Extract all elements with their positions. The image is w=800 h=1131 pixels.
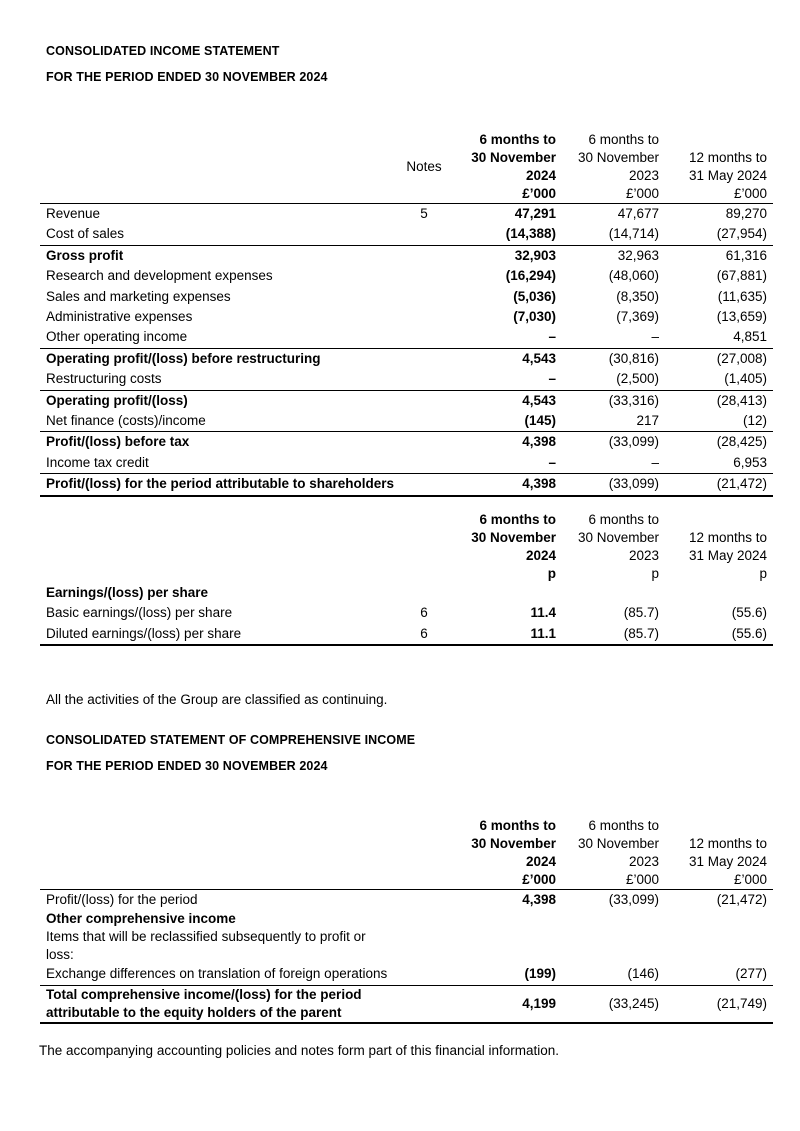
eps-section-label: Earnings/(loss) per share xyxy=(46,585,209,600)
row-value-a: – xyxy=(548,329,556,345)
row-notes xyxy=(390,453,458,474)
col-b-header: 6 months to 30 November 2023 £’000 xyxy=(577,132,659,201)
table-row xyxy=(40,432,773,453)
income-statement-title: CONSOLIDATED INCOME STATEMENT xyxy=(46,44,280,58)
row-value-b: (7,369) xyxy=(616,309,659,325)
row-value-c: (55.6) xyxy=(731,605,767,621)
row-label: Net finance (costs)/income xyxy=(46,413,206,429)
row-value-a: 4,398 xyxy=(458,432,562,453)
table-row xyxy=(40,348,773,369)
table-row xyxy=(40,390,773,411)
income-statement-table xyxy=(40,131,773,497)
row-notes: 6 xyxy=(420,605,428,621)
row-notes: 6 xyxy=(390,624,458,645)
row-notes xyxy=(390,287,458,307)
row-value-c: (27,954) xyxy=(716,226,767,242)
row-value-b: (85.7) xyxy=(623,605,659,621)
table-row xyxy=(40,327,773,348)
row-value-a: 4,199 xyxy=(458,985,562,1023)
row-value-b: (33,099) xyxy=(562,890,665,911)
row-value-a: 32,903 xyxy=(458,245,562,266)
row-value-c: (21,749) xyxy=(665,985,773,1023)
row-value-a: 47,291 xyxy=(458,204,562,225)
row-label: Operating profit/(loss) xyxy=(40,390,390,411)
row-notes xyxy=(390,307,458,327)
table-row xyxy=(40,266,773,286)
row-value-a: (14,388) xyxy=(505,226,556,242)
table-row xyxy=(40,224,773,245)
table-header-row xyxy=(40,511,773,583)
row-value-b: (33,099) xyxy=(562,432,665,453)
table-row xyxy=(40,307,773,327)
row-notes xyxy=(390,411,458,432)
row-value-b: 32,963 xyxy=(562,245,665,266)
table-row xyxy=(40,287,773,307)
row-value-a: – xyxy=(548,454,556,470)
row-label: Profit/(loss) for the period attributable to shareholders xyxy=(40,474,390,496)
row-value-b: 47,677 xyxy=(562,204,665,225)
row-value-c: (55.6) xyxy=(665,624,773,645)
row-label: Revenue xyxy=(40,204,390,225)
row-notes: 5 xyxy=(390,204,458,225)
comprehensive-title: CONSOLIDATED STATEMENT OF COMPREHENSIVE INCOME xyxy=(46,733,416,747)
row-value-c: (27,008) xyxy=(665,348,773,369)
row-value-c: 61,316 xyxy=(665,245,773,266)
row-label: Total comprehensive income/(loss) for the period attributable to the equity holders of the parent xyxy=(40,985,390,1023)
total-row xyxy=(40,985,773,1023)
row-notes xyxy=(390,390,458,411)
row-label: Administrative expenses xyxy=(46,309,193,325)
row-value-a: (199) xyxy=(524,966,556,982)
row-value-b: (146) xyxy=(627,966,659,982)
row-value-b: (30,816) xyxy=(562,348,665,369)
row-value-c: (28,413) xyxy=(665,390,773,411)
row-value-c: 89,270 xyxy=(665,204,773,225)
row-value-a: (16,294) xyxy=(505,268,556,284)
row-value-b: 217 xyxy=(636,413,659,429)
row-value-c: (1,405) xyxy=(724,371,767,387)
row-value-c: (11,635) xyxy=(717,288,767,304)
row-value-a: 4,543 xyxy=(458,390,562,411)
row-value-b: (8,350) xyxy=(616,288,659,304)
col-c-header: 12 months to 31 May 2024 £’000 xyxy=(688,150,767,201)
oci-section-row xyxy=(40,910,773,928)
eps-table xyxy=(40,511,773,646)
row-value-b: (33,316) xyxy=(562,390,665,411)
row-label: Exchange differences on translation of foreign operations xyxy=(46,966,388,982)
row-notes xyxy=(390,245,458,266)
table-row xyxy=(40,411,773,432)
continuing-note: All the activities of the Group are classified as continuing. xyxy=(46,692,388,707)
row-value-c: (13,659) xyxy=(716,309,767,325)
row-label: Profit/(loss) before tax xyxy=(40,432,390,453)
row-notes xyxy=(390,327,458,348)
table-row xyxy=(40,204,773,225)
row-value-c: (277) xyxy=(735,966,767,982)
row-value-c: (21,472) xyxy=(665,474,773,496)
row-notes xyxy=(390,348,458,369)
row-value-a: – xyxy=(548,371,556,387)
row-value-c: 6,953 xyxy=(733,454,767,470)
col-b-header: 6 months to 30 November 2023 £’000 xyxy=(577,818,659,887)
col-a-header: 6 months to 30 November 2024 £’000 xyxy=(471,132,556,201)
table-row xyxy=(40,453,773,474)
row-value-c: (28,425) xyxy=(665,432,773,453)
row-value-b: (48,060) xyxy=(608,268,659,284)
row-label: Research and development expenses xyxy=(46,268,273,284)
row-value-a: 11.1 xyxy=(458,624,562,645)
row-value-b: – xyxy=(651,329,659,345)
row-notes xyxy=(390,224,458,245)
row-value-b: (85.7) xyxy=(562,624,665,645)
notes-header: Notes xyxy=(406,159,442,174)
row-label: Diluted earnings/(loss) per share xyxy=(40,624,390,645)
table-row xyxy=(40,245,773,266)
footer-note: The accompanying accounting policies and notes form part of this financial information. xyxy=(39,1043,560,1058)
row-label: Profit/(loss) for the period xyxy=(40,890,390,911)
row-value-c: (12) xyxy=(742,413,767,429)
row-value-a: 4,398 xyxy=(458,474,562,496)
table-row xyxy=(40,369,773,390)
comprehensive-table xyxy=(40,817,773,1024)
row-label: Sales and marketing expenses xyxy=(46,288,231,304)
row-notes xyxy=(390,369,458,390)
comprehensive-subtitle: FOR THE PERIOD ENDED 30 NOVEMBER 2024 xyxy=(46,759,328,773)
row-value-b: (33,099) xyxy=(562,474,665,496)
row-value-a: (145) xyxy=(524,413,556,429)
row-value-c: (67,881) xyxy=(716,268,767,284)
table-row xyxy=(40,624,773,645)
table-header-row xyxy=(40,131,773,204)
col-c-header: 12 months to 31 May 2024 £’000 xyxy=(688,836,767,887)
row-notes xyxy=(390,474,458,496)
row-label: Other operating income xyxy=(46,329,188,345)
table-header-row xyxy=(40,817,773,890)
col-a-header: 6 months to 30 November 2024 £’000 xyxy=(471,818,556,887)
table-row xyxy=(40,474,773,496)
row-value-c: 4,851 xyxy=(733,329,767,345)
row-label: Income tax credit xyxy=(46,454,149,470)
row-value-a: 4,398 xyxy=(458,890,562,911)
row-label: Cost of sales xyxy=(46,226,125,242)
row-value-a: 11.4 xyxy=(530,605,556,621)
row-label: Basic earnings/(loss) per share xyxy=(46,605,233,621)
col-c-header: 12 months to 31 May 2024 p xyxy=(688,530,767,581)
table-row xyxy=(40,890,773,911)
table-row xyxy=(40,603,773,623)
row-label: Gross profit xyxy=(40,245,390,266)
income-statement-subtitle: FOR THE PERIOD ENDED 30 NOVEMBER 2024 xyxy=(46,70,328,84)
row-notes xyxy=(390,432,458,453)
row-value-c: (21,472) xyxy=(665,890,773,911)
reclass-label: Items that will be reclassified subsequently to profit or loss: xyxy=(46,929,366,963)
row-label: Restructuring costs xyxy=(46,371,162,387)
oci-label: Other comprehensive income xyxy=(46,911,236,927)
row-value-b: (33,245) xyxy=(562,985,665,1023)
table-row xyxy=(40,964,773,985)
row-label: Operating profit/(loss) before restructuring xyxy=(40,348,390,369)
eps-section-row xyxy=(40,583,773,603)
reclass-row xyxy=(40,928,773,964)
row-value-a: (7,030) xyxy=(513,309,556,325)
row-value-b: (14,714) xyxy=(608,226,659,242)
row-value-b: (2,500) xyxy=(616,371,659,387)
row-notes xyxy=(390,266,458,286)
col-b-header: 6 months to 30 November 2023 p xyxy=(577,512,659,581)
col-a-header: 6 months to 30 November 2024 p xyxy=(471,512,556,581)
row-value-a: 4,543 xyxy=(458,348,562,369)
row-value-b: – xyxy=(651,454,659,470)
row-value-a: (5,036) xyxy=(513,288,556,304)
